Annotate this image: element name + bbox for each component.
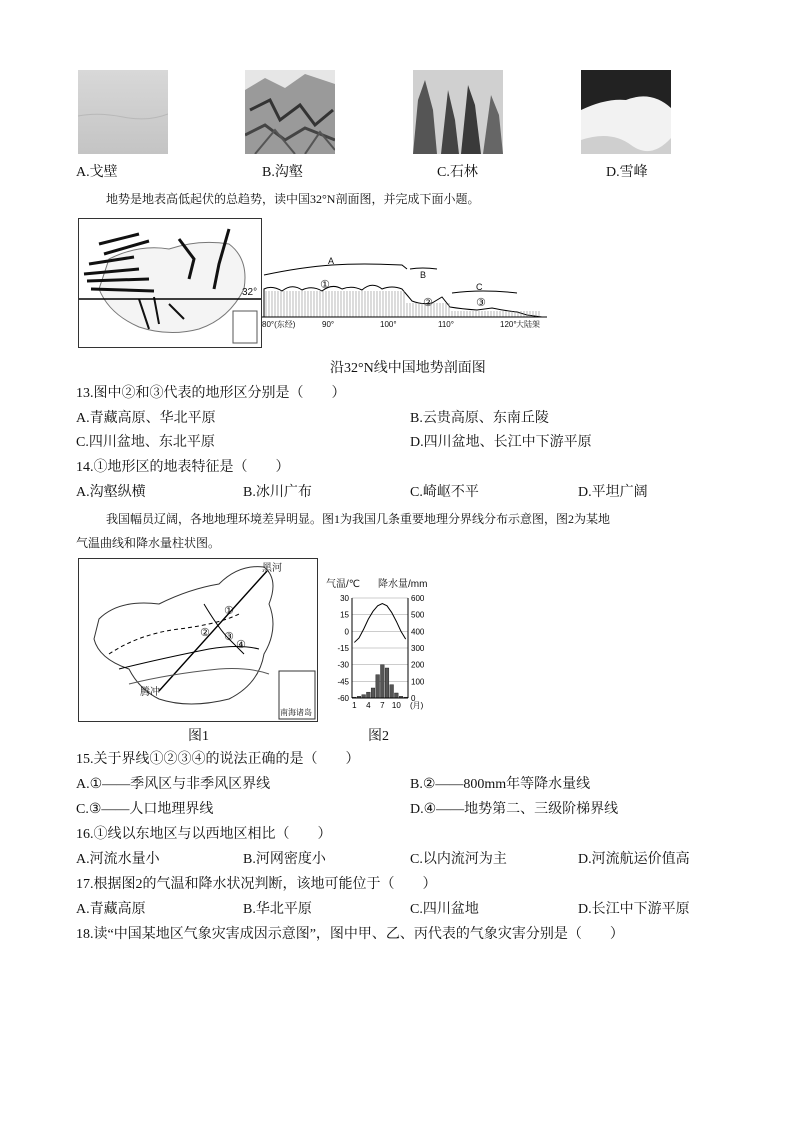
precip-bar	[376, 675, 380, 698]
temp-tick-label: -45	[337, 677, 349, 687]
boundary-lines-map	[78, 558, 318, 722]
q13-option-d: D.四川盆地、长江中下游平原	[410, 435, 592, 450]
q16-stem: 16.①线以东地区与以西地区相比（ ）	[76, 827, 332, 842]
temperature-line	[354, 604, 405, 643]
precip-tick-label: 600	[411, 594, 425, 603]
intro-paragraph-1: 地势是地表高低起伏的总趋势，读中国32°N剖面图，并完成下面小题。	[106, 192, 480, 206]
precip-tick-label: 300	[411, 644, 425, 653]
precip-bar	[367, 692, 371, 698]
profile-tick-80: 80°(东经)	[262, 320, 296, 329]
precip-tick-label: 500	[411, 610, 425, 620]
q16-option-c: C.以内流河为主	[410, 852, 507, 867]
fig1-line-2: ②	[200, 627, 210, 639]
q14-option-b: B.冰川广布	[243, 485, 312, 500]
fig1-line-4: ④	[236, 639, 246, 651]
intro-paragraph-2-line2: 气温曲线和降水量柱状图。	[76, 536, 221, 550]
profile-caption: 沿32°N线中国地势剖面图	[330, 361, 486, 376]
q17-option-a: A.青藏高原	[76, 902, 146, 917]
profile-region-a: A	[328, 256, 335, 266]
stone-forest-photo	[413, 70, 503, 154]
temp-tick-label: 0	[344, 627, 349, 637]
fig2-temp-axis-title: 气温/℃	[326, 579, 361, 590]
climate-chart	[320, 592, 442, 716]
month-tick-label: 7	[380, 701, 385, 710]
q14-stem: 14.①地形区的地表特征是（ ）	[76, 460, 290, 475]
precip-bar	[381, 665, 385, 698]
q13-stem: 13.图中②和③代表的地形区分别是（ ）	[76, 386, 346, 401]
profile-circle-1: ①	[320, 279, 330, 291]
q17-option-d: D.长江中下游平原	[578, 902, 690, 917]
q15-option-a: A.①——季风区与非季风区界线	[76, 777, 271, 792]
q15-option-c: C.③——人口地理界线	[76, 802, 214, 817]
temp-tick-label: 30	[340, 594, 349, 603]
q16-option-a: A.河流水量小	[76, 852, 160, 867]
q15-option-d: D.④——地势第二、三级阶梯界线	[410, 802, 619, 817]
month-tick-label: 1	[352, 701, 357, 710]
q12-option-b: B.沟壑	[262, 165, 303, 180]
intro-paragraph-2-line1: 我国幅员辽阔，各地地理环境差异明显。图1为我国几条重要地理分界线分布示意图，图2为某地	[106, 512, 611, 526]
precip-bar	[385, 668, 389, 698]
gobi-photo	[78, 70, 168, 154]
profile-region-c: C	[476, 282, 483, 292]
temp-tick-label: -30	[337, 660, 349, 670]
profile-tick-120: 120°	[500, 320, 517, 329]
q14-option-a: A.沟壑纵横	[76, 485, 146, 500]
temp-tick-label: -15	[337, 644, 349, 653]
china-32n-map	[78, 218, 262, 348]
q16-option-b: B.河网密度小	[243, 852, 326, 867]
profile-region-b: B	[420, 270, 427, 280]
profile-circle-3: ③	[476, 297, 486, 309]
q17-option-b: B.华北平原	[243, 902, 312, 917]
fig2-precip-axis-title: 降水量/mm	[378, 579, 428, 590]
q15-stem: 15.关于界线①②③④的说法正确的是（ ）	[76, 752, 360, 767]
precip-bar	[390, 685, 394, 698]
q13-option-b: B.云贵高原、东南丘陵	[410, 411, 549, 426]
profile-tick-90: 90°	[322, 320, 335, 329]
fig1-south-sea-label: 南海诸岛	[280, 708, 312, 717]
month-unit-label: (月)	[410, 701, 424, 710]
q16-option-d: D.河流航运价值高	[578, 852, 690, 867]
temp-tick-label: -60	[337, 694, 349, 703]
lat-32-label: 32°	[242, 287, 258, 298]
q15-option-b: B.②——800mm年等降水量线	[410, 777, 591, 792]
profile-tick-100: 100°	[380, 320, 397, 329]
precip-bar	[395, 693, 399, 698]
precip-tick-label: 0	[411, 694, 416, 703]
fig2-caption: 图2	[368, 729, 389, 744]
profile-end-label: 大陆架	[516, 320, 540, 329]
q12-option-c: C.石林	[437, 165, 478, 180]
precip-tick-label: 200	[411, 660, 425, 670]
precip-bar	[371, 688, 375, 698]
profile-circle-2: ②	[423, 297, 433, 309]
q12-option-d: D.雪峰	[606, 165, 648, 180]
fig1-heihe-label: 黑河	[262, 563, 282, 574]
fig1-tengchong-label: 腾冲	[140, 687, 160, 698]
q12-option-a: A.戈壁	[76, 165, 118, 180]
snow-peak-photo	[581, 70, 671, 154]
fig1-line-3: ③	[224, 631, 234, 643]
fig1-line-1: ①	[224, 605, 234, 617]
month-tick-label: 10	[391, 701, 401, 710]
month-tick-label: 4	[366, 701, 371, 710]
precip-tick-label: 400	[411, 627, 425, 637]
precip-tick-label: 100	[411, 677, 425, 687]
q18-stem: 18.读“中国某地区气象灾害成因示意图”，图中甲、乙、丙代表的气象灾害分别是（ ）	[76, 927, 624, 942]
profile-tick-110: 110°	[438, 320, 454, 329]
q17-option-c: C.四川盆地	[410, 902, 479, 917]
q13-option-c: C.四川盆地、东北平原	[76, 435, 215, 450]
gully-photo	[245, 70, 335, 154]
q14-option-d: D.平坦广阔	[578, 485, 648, 500]
q14-option-c: C.崎岖不平	[410, 485, 479, 500]
fig1-caption: 图1	[188, 729, 209, 744]
temp-tick-label: 15	[340, 610, 349, 620]
q13-option-a: A.青藏高原、华北平原	[76, 411, 216, 426]
q17-stem: 17.根据图2的气温和降水状况判断，该地可能位于（ ）	[76, 877, 437, 892]
